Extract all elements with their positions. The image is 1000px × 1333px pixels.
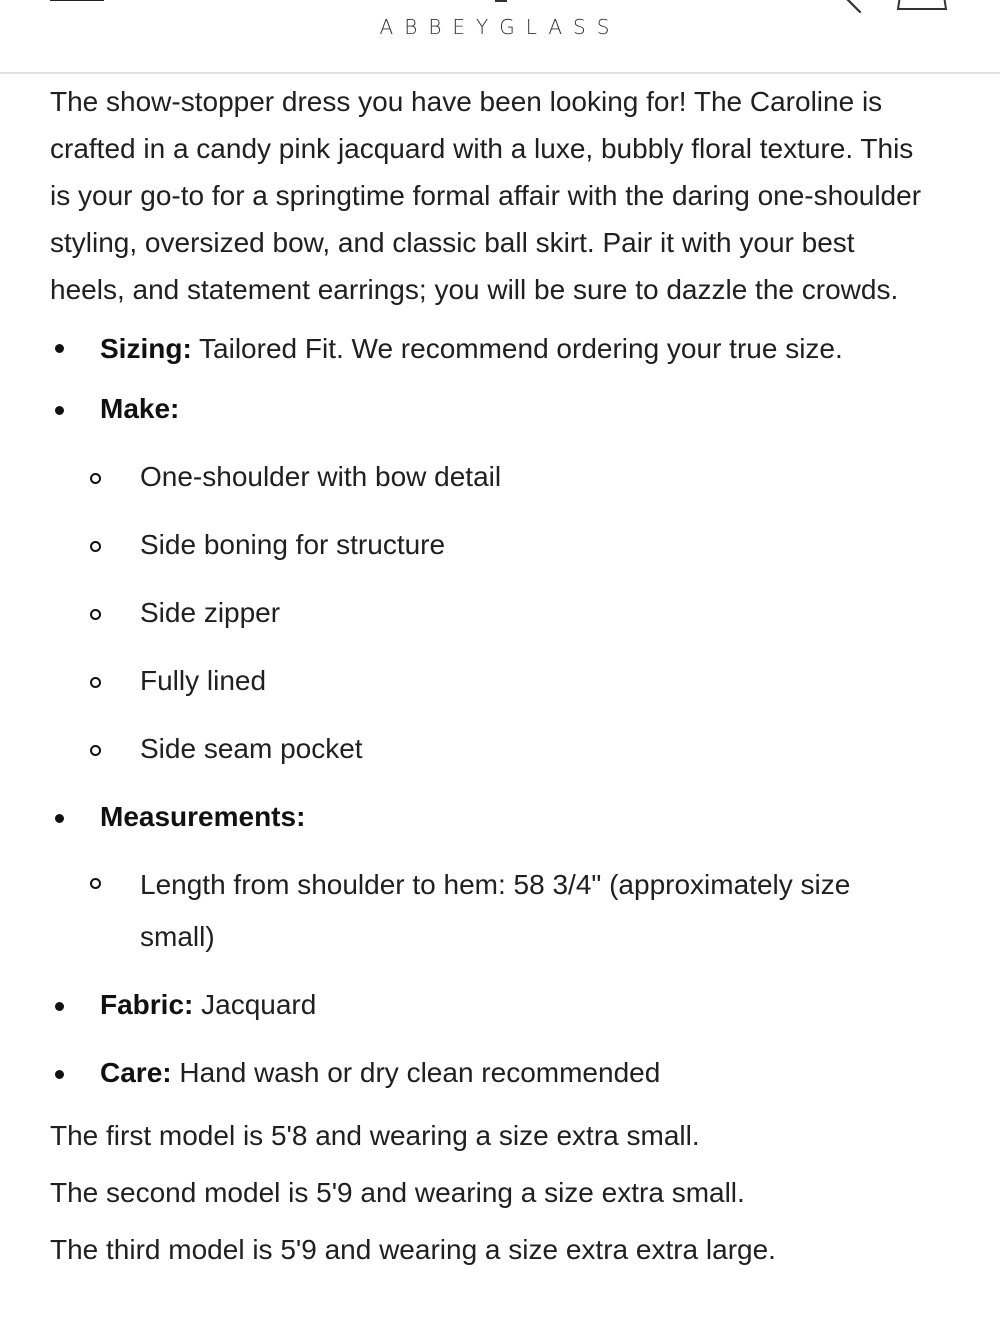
detail-make: [50, 375, 930, 783]
measurements-list: [100, 851, 930, 971]
detail-fabric: [50, 971, 930, 1039]
sizing-label: Sizing:: [100, 333, 192, 364]
brand-mark: [495, 0, 507, 2]
sizing-text: Tailored Fit. We recommend ordering your true size.: [191, 333, 843, 364]
fabric-text: Jacquard: [193, 989, 317, 1020]
search-icon[interactable]: [838, 0, 868, 18]
model-note: The third model is 5'9 and wearing a size extra extra large.: [50, 1234, 776, 1265]
list-item: Fully lined: [100, 647, 930, 715]
make-list: [100, 443, 930, 783]
shopping-bag-icon[interactable]: [896, 0, 948, 16]
model-note: The first model is 5'8 and wearing a size extra small.: [50, 1120, 700, 1151]
list-item: Side zipper: [100, 579, 930, 647]
detail-measurements: [50, 783, 930, 971]
list-item: Side seam pocket: [100, 715, 930, 783]
brand-logo[interactable]: ABBEYGLASS: [379, 15, 621, 39]
detail-sizing: [50, 313, 930, 375]
hamburger-menu-icon[interactable]: [50, 0, 104, 4]
care-label: Care:: [100, 1057, 172, 1088]
fabric-label: Fabric:: [100, 989, 194, 1020]
list-item: One-shoulder with bow detail: [100, 443, 930, 511]
model-info: [50, 1107, 930, 1278]
measurements-label: Measurements:: [100, 801, 306, 832]
make-label: Make:: [100, 393, 180, 424]
product-description: The show-stopper dress you have been looking for! The Caroline is crafted in a candy pink jacquard with a luxe, bubbly floral texture. This is your go-to for a springtime formal affair with the daring one-shoulder styling, oversized bow, and classic ball skirt. Pair it with your best heels, and statement earrings; you will be sure to dazzle the crowds.: [50, 86, 922, 305]
site-header: [0, 0, 1000, 74]
model-note: The second model is 5'9 and wearing a size extra small.: [50, 1177, 745, 1208]
list-item: Length from shoulder to hem: 58 3/4" (approximately size small): [100, 851, 930, 971]
product-detail-list: [50, 313, 930, 1107]
care-text: Hand wash or dry clean recommended: [171, 1057, 661, 1088]
product-details: [50, 78, 930, 1278]
detail-care: [50, 1039, 930, 1107]
list-item: Side boning for structure: [100, 511, 930, 579]
